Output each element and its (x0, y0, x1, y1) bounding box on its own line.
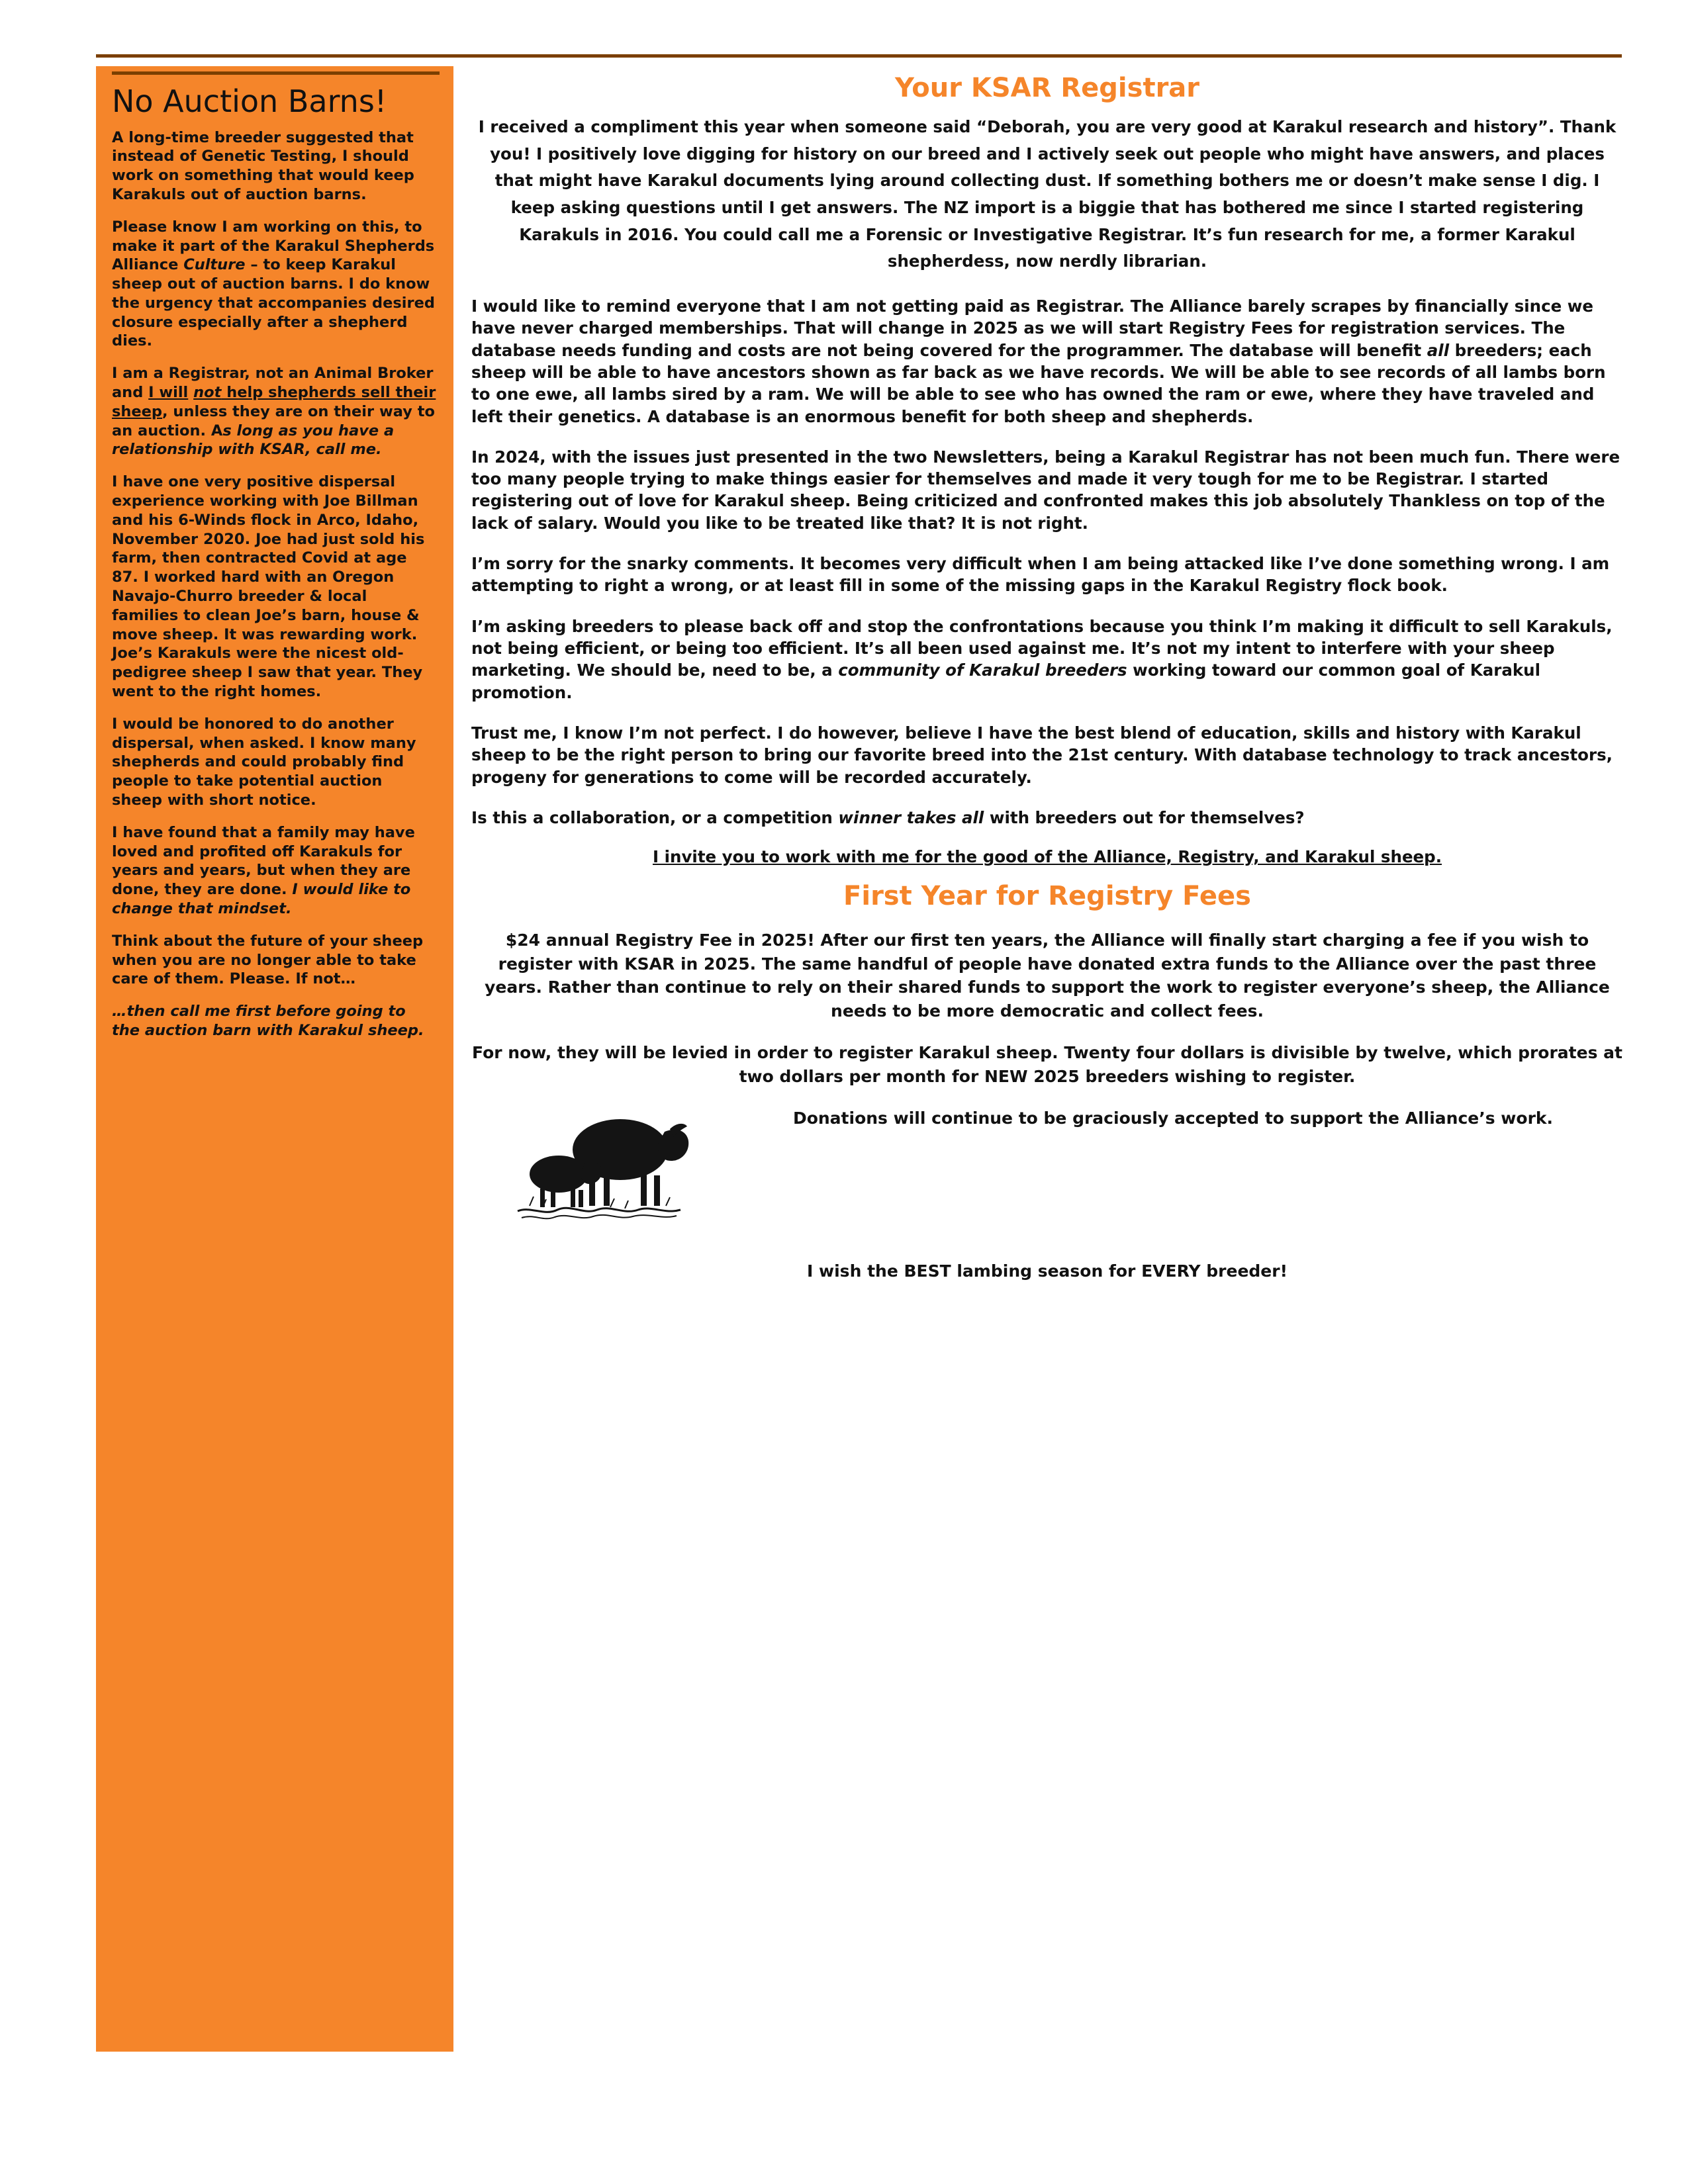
sidebar-paragraph-closing: …then call me first before going to the auction barn with Karakul sheep. (112, 1003, 424, 1039)
body-paragraph: I’m asking breeders to please back off and stop the confrontations because you think I’m making it difficult to sell Karakuls, not being efficient, or being too efficient. It’s all been used against me. It’s not my intent to interfere with your sheep marketing. We should be, need to be, a community of Karakul breeders working toward our common goal of Karakul promotion. (471, 616, 1613, 702)
sidebar-divider (112, 71, 440, 75)
body-paragraph-question: Is this a collaboration, or a competition winner takes all with breeders out for themselves? (471, 807, 1305, 827)
body-paragraph: In 2024, with the issues just presented in the two Newsletters, being a Karakul Registrar has not been much fun. There were too many people trying to make things easier for themselves and made it very tough for me to be Registrar. I started registering out of love for Karakul sheep. Being criticized and confronted makes this job absolutely Thankless on top of the lack of salary. Would you like to be treated like that? It is not right. (471, 447, 1620, 533)
sidebar-panel (96, 66, 453, 2052)
sidebar-paragraph: I have found that a family may have loved and profited off Karakuls for years and years, but when they are done, they are done. I would like to change that mindset. (112, 823, 415, 917)
sidebar-paragraph: Please know I am working on this, to make it part of the Karakul Shepherds Alliance Culture – to keep Karakul sheep out of auction barns. I do know the urgency that accompanies desired closure especially after a shepherd dies. (112, 218, 435, 350)
sidebar-paragraph: I am a Registrar, not an Animal Broker and I will not help shepherds sell their sheep, unless they are on their way to an auction. As long as you have a relationship with KSAR, call me. (112, 365, 436, 459)
body-paragraph: I’m sorry for the snarky comments. It becomes very difficult when I am being attacked like I’ve done something wrong. I am attempting to right a wrong, or at least fill in some of the missing gaps in the Karakul Registry flock book. (471, 554, 1610, 596)
closing-wish: I wish the BEST lambing season for EVERY breeder! (807, 1261, 1288, 1281)
emphasis-relationship: s long as you have a relationship with KSAR, call me. (112, 422, 395, 459)
invite-statement: I invite you to work with me for the good of the Alliance, Registry, and Karakul sheep. (652, 847, 1442, 867)
body-paragraph: Trust me, I know I’m not perfect. I do however, believe I have the best blend of education, skills and history with Karakul sheep to be the right person to bring our favorite breed into the 21st century. With database technology to track ancestors, progeny for generations to come will be recorded accurately. (471, 723, 1613, 787)
sidebar-title: No Auction Barns! (112, 83, 387, 119)
sidebar-paragraph: I would be honored to do another dispersal, when asked. I know many shepherds and could probably find people to take potential auction sheep with short notice. (112, 715, 416, 809)
main-column (471, 73, 1623, 1297)
intro-paragraph: I received a compliment this year when someone said “Deborah, you are very good at Karakul research and history”. Thank you! I positively love digging for history on our breed and I actively seek out people who might have answers, and places that might have Karakul documents lying around collecting dust. If something bothers me or doesn’t make sense I dig. I keep asking questions until I get answers. The NZ import is a biggie that has bothered me since I started registering Karakuls in 2016. You could call me a Forensic or Investigative Registrar. It’s fun research for me, a former Karakul shepherdess, now nerdly librarian. (478, 117, 1617, 271)
emphasis-all: all (1427, 340, 1450, 360)
donations-note: Donations will continue to be graciously accepted to support the Alliance’s work. (792, 1109, 1554, 1128)
sidebar-paragraph: I have one very positive dispersal experience working with Joe Billman and his 6-Winds flock in Arco, Idaho, November 2020. Joe had just sold his farm, then contracted Covid at age 87. I worked hard with an Oregon Navajo-Churro breeder & local families to clean Joe’s barn, house & move sheep. It was rewarding work. Joe’s Karakuls were the nicest old-pedigree sheep I saw that year. They went to the right homes. (112, 473, 425, 701)
page-title: Your KSAR Registrar (894, 73, 1200, 103)
fees-heading: First Year for Registry Fees (843, 881, 1251, 912)
emphasis-help-shepherds: help shepherds sell their sheep (112, 384, 436, 420)
emphasis-community: community of Karakul breeders (838, 660, 1127, 680)
emphasis-i-will: I will (148, 384, 189, 402)
emphasis-change-mindset: I would like to change that mindset. (112, 881, 411, 917)
emphasis-winner-takes-all: winner takes all (838, 807, 984, 827)
sidebar-paragraph: Think about the future of your sheep when you are no longer able to take care of them. Please. If not… (112, 932, 424, 988)
fees-paragraph: For now, they will be levied in order to register Karakul sheep. Twenty four dollars is divisible by twelve, which prorates at two dollars per month for NEW 2025 breeders wishing to register. (472, 1043, 1622, 1086)
sheep-illustration-icon (511, 1100, 703, 1232)
body-paragraph: I would like to remind everyone that I am not getting paid as Registrar. The Alliance barely scrapes by financially since we have never charged memberships. That will change in 2025 as we will start Registry Fees for registration services. The database needs funding and costs are not being covered for the programmer. The database will benefit all breeders; each sheep will be able to have ancestors shown as far back as we have records. We will be able to see records of all lambs born to one ewe, all lambs sired by a ram. We will be able to see who has owned the ram or ewe, where they have traveled and left their genetics. A database is an enormous benefit for both sheep and shepherds. (471, 296, 1606, 426)
top-divider (96, 54, 1622, 58)
sidebar-paragraph: A long-time breeder suggested that instead of Genetic Testing, I should work on something that would keep Karakuls out of auction barns. (112, 128, 414, 203)
fees-paragraph: $24 annual Registry Fee in 2025! After our first ten years, the Alliance will finally start charging a fee if you wish to register with KSAR in 2025. The same handful of people have donated extra funds to the Alliance over the past three years. Rather than continue to rely on their shared funds to support the work to register everyone’s sheep, the Alliance needs to be more democratic and collect fees. (485, 931, 1610, 1021)
sheep-illustration-row (471, 1107, 1623, 1239)
emphasis-culture: Culture (183, 256, 246, 274)
emphasis-not-help: not (193, 384, 222, 402)
